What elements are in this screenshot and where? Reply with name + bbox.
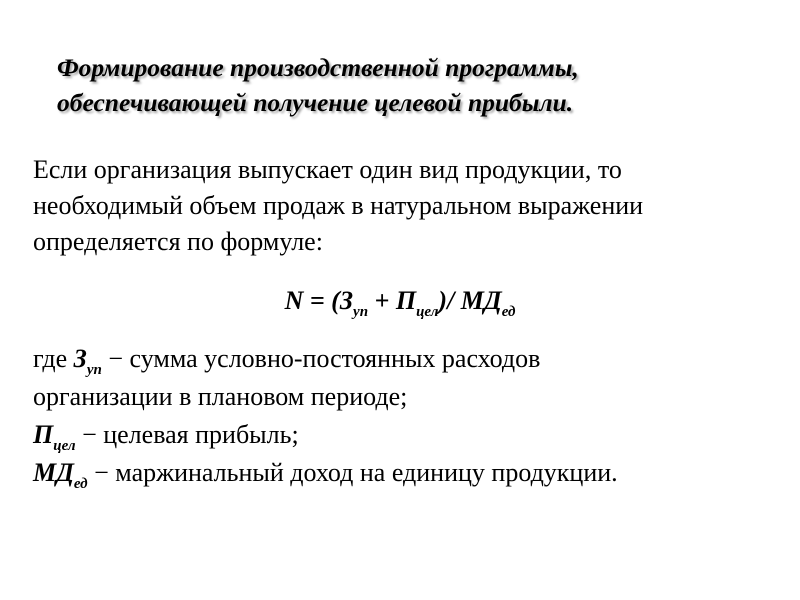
definition-zup-line-1 <box>33 340 783 378</box>
definitions <box>33 340 783 492</box>
intro-line-1: Если организация выпускает один вид продукции, то <box>33 155 622 184</box>
formula-div: )/ МД <box>438 286 502 315</box>
definition-mded-text: − маржинальный доход на единицу продукции. <box>87 458 618 487</box>
definition-zup-text-1: − сумма условно-постоянных расходов <box>101 344 541 373</box>
formula-plus: + П <box>368 286 417 315</box>
definition-zup-line-2: организации в плановом периоде; <box>33 382 408 411</box>
symbol-p-sub: цел <box>53 438 76 454</box>
symbol-p: П <box>33 420 54 449</box>
symbol-z: З <box>73 344 87 373</box>
symbol-z-sub: уп <box>86 362 102 378</box>
definition-mded <box>33 454 783 492</box>
formula-lhs: N = (З <box>284 286 354 315</box>
intro-line-2: необходимый объем продаж в натуральном выражении <box>33 191 644 220</box>
symbol-md: МД <box>33 458 74 487</box>
definition-prefix: где <box>33 344 74 373</box>
intro-line-3: определяется по формуле: <box>33 227 323 256</box>
definition-pcel-text: − целевая прибыль; <box>75 420 299 449</box>
formula-sub-ed: ед <box>501 304 516 320</box>
title-line-2: обеспечивающей получение целевой прибыли. <box>57 88 574 117</box>
formula <box>0 286 800 320</box>
definition-pcel <box>33 416 783 454</box>
title-line-1: Формирование производственной программы, <box>57 53 579 82</box>
intro-paragraph <box>33 152 783 260</box>
formula-sub-pcel: цел <box>416 304 439 320</box>
formula-sub-zup: уп <box>353 304 369 320</box>
slide-title <box>57 50 757 120</box>
symbol-md-sub: ед <box>73 476 88 492</box>
